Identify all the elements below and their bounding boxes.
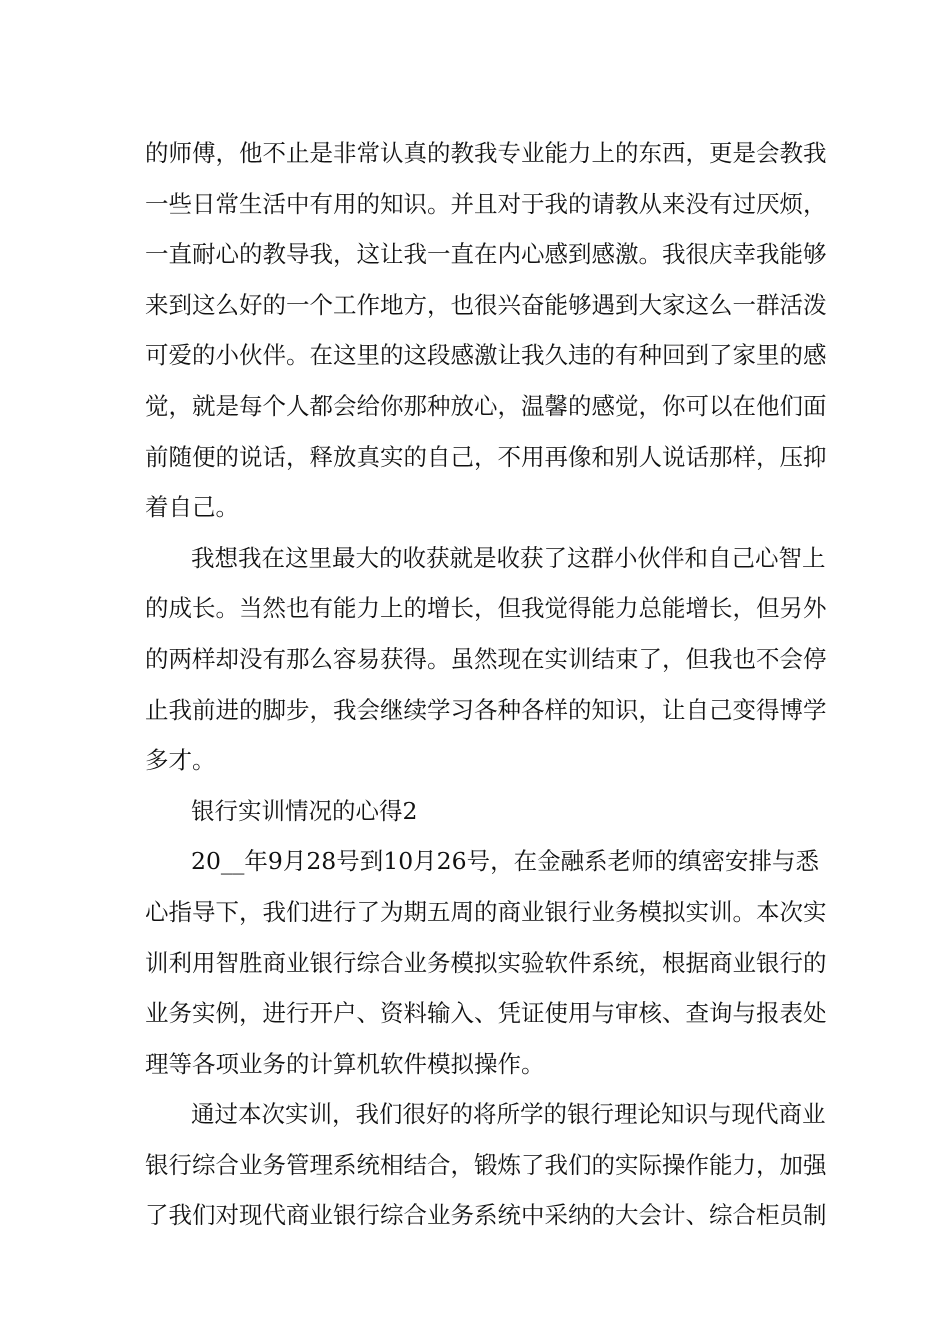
text-line: 我想我在这里最大的收获就是收获了这群小伙伴和自己心智上 (191, 543, 826, 572)
text-line: 可爱的小伙伴。在这里的这段感激让我久违的有种回到了家里的感 (145, 341, 827, 370)
text-line: 通过本次实训，我们很好的将所学的银行理论知识与现代商业 (191, 1100, 826, 1129)
text-line: 心指导下，我们进行了为期五周的商业银行业务模拟实训。本次实 (145, 897, 827, 926)
text-line: 业务实例，进行开户、资料输入、凭证使用与审核、查询与报表处 (145, 999, 827, 1028)
text-line: 多才。 (145, 746, 216, 775)
text-line: 20__年9月28号到10月26号，在金融系老师的缜密安排与悉 (191, 847, 820, 876)
text-line: 一些日常生活中有用的知识。并且对于我的请教从来没有过厌烦， (145, 189, 827, 218)
text-line: 一直耐心的教导我，这让我一直在内心感到感激。我很庆幸我能够 (145, 240, 827, 269)
text-line: 着自己。 (145, 493, 239, 522)
text-line: 来到这么好的一个工作地方，也很兴奋能够遇到大家这么一群活泼 (145, 290, 827, 319)
paragraph-1 (145, 128, 827, 533)
paragraph-3 (145, 836, 827, 1089)
text-line: 止我前进的脚步，我会继续学习各种各样的知识，让自己变得博学 (145, 695, 827, 724)
text-line: 训利用智胜商业银行综合业务模拟实验软件系统，根据商业银行的 (145, 948, 827, 977)
text-line: 的两样却没有那么容易获得。虽然现在实训结束了，但我也不会停 (145, 644, 827, 673)
text-line: 银行综合业务管理系统相结合，锻炼了我们的实际操作能力，加强 (145, 1150, 827, 1179)
text-line: 了我们对现代商业银行综合业务系统中采纳的大会计、综合柜员制 (145, 1201, 827, 1230)
text-line: 觉，就是每个人都会给你那种放心，温馨的感觉，你可以在他们面 (145, 391, 827, 420)
text-line: 的成长。当然也有能力上的增长，但我觉得能力总能增长，但另外 (145, 594, 827, 623)
section-heading: 银行实训情况的心得2 (191, 796, 418, 825)
paragraph-2 (145, 533, 827, 786)
text-line: 理等各项业务的计算机软件模拟操作。 (145, 1049, 545, 1078)
document-body (145, 128, 827, 1241)
text-line: 的师傅，他不止是非常认真的教我专业能力上的东西，更是会教我 (145, 139, 827, 167)
paragraph-4 (145, 1089, 827, 1241)
text-line: 前随便的说话，释放真实的自己，不用再像和别人说话那样，压抑 (145, 442, 827, 471)
